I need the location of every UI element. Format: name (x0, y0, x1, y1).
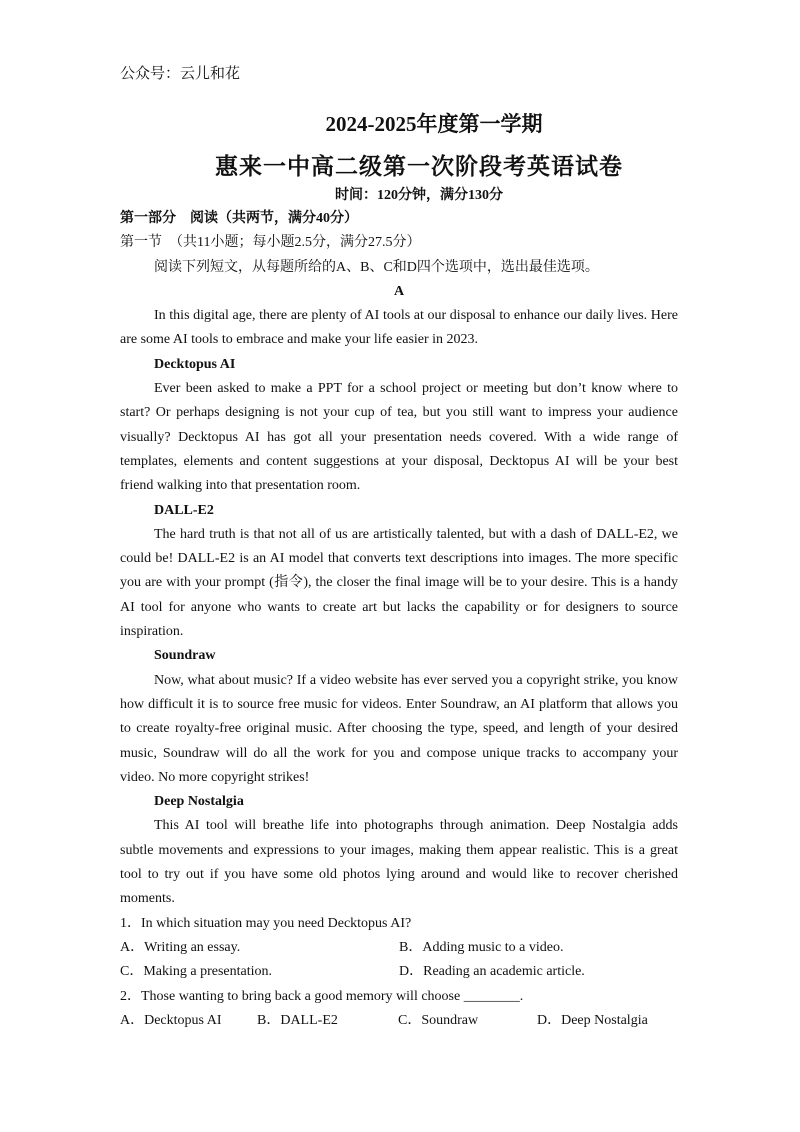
exam-title-term: 2024-2025年度第一学期 (325, 112, 543, 136)
tool-text-decktopus: Ever been asked to make a PPT for a school project or meeting but don’t know where to start? Or perhaps designing is not your cup of tea, but you still want to impress your audience visually? Decktopus AI has got all your presentation needs covered. With a wide range of templates, elements and content suggestions at your disposal, Decktopus AI will be your best friend walking into that presentation room. (120, 381, 678, 494)
question-1-option-a: A．Writing an essay. (120, 939, 241, 955)
section-heading: 第一节 （共11小题；每小题2.5分，满分27.5分） (120, 235, 421, 251)
passage-intro: In this digital age, there are plenty of AI tools at our disposal to enhance our daily lives. Here are some AI tools to embrace and make your life easier in 2023. (120, 308, 678, 348)
tool-heading-dalle2: DALL-E2 (154, 502, 214, 518)
question-1-option-b: B．Adding music to a video. (399, 939, 564, 955)
section-instruction: 阅读下列短文，从每题所给的A、B、C和D四个选项中，选出最佳选项。 (154, 259, 599, 275)
passage-label: A (393, 283, 405, 299)
question-1-options-row-1 (120, 936, 678, 960)
question-2-options (120, 1009, 678, 1033)
tool-text-soundraw: Now, what about music? If a video website has ever served you a copyright strike, you know how difficult it is to source free music for videos. Enter Soundraw, an AI platform that allows you to create royalty-free original music. After choosing the type, speed, and length of your desired music, Soundraw will do all the work for you and compose unique tracks to accompany your video. No more copyright strikes! (120, 672, 678, 785)
question-1-options-row-2 (120, 960, 678, 984)
question-2-option-c: C．Soundraw (398, 1012, 479, 1028)
question-2-stem: 2．Those wanting to bring back a good memory will choose ________. (120, 988, 524, 1004)
exam-title-main: 惠来一中高二级第一次阶段考英语试卷 (215, 154, 623, 179)
part-heading: 第一部分 阅读（共两节，满分40分） (120, 211, 358, 226)
tool-text-dalle2: The hard truth is that not all of us are artistically talented, but with a dash of DALL-E2, we could be! DALL-E2 is an AI model that converts text descriptions into images. The more specific you are with your prompt (指令), the closer the final image will be to your desire. This is a handy AI tool for anyone who wants to create art but lacks the capability or for designers to source inspiration. (120, 526, 678, 640)
question-2-option-d: D．Deep Nostalgia (537, 1012, 648, 1028)
account-label: 公众号：云儿和花 (120, 64, 241, 82)
tool-heading-soundraw: Soundraw (154, 648, 216, 664)
question-1-option-c: C．Making a presentation. (120, 964, 273, 980)
exam-time-info: 时间：120分钟，满分130分 (335, 188, 503, 203)
question-2-option-a: A．Decktopus AI (120, 1012, 222, 1028)
question-1-option-d: D．Reading an academic article. (399, 964, 585, 980)
tool-heading-deep-nostalgia: Deep Nostalgia (154, 794, 244, 810)
question-2-option-b: B．DALL-E2 (257, 1012, 338, 1028)
tool-text-deep-nostalgia: This AI tool will breathe life into photographs through animation. Deep Nostalgia adds subtle movements and expressions to your images, making them appear realistic. This is a great tool to try out if you have some old photos lying around and would like to recover cherished moments. (120, 818, 678, 907)
question-1-stem: 1．In which situation may you need Decktopus AI? (120, 915, 412, 931)
exam-content (120, 207, 678, 1033)
tool-heading-decktopus: Decktopus AI (154, 356, 236, 372)
